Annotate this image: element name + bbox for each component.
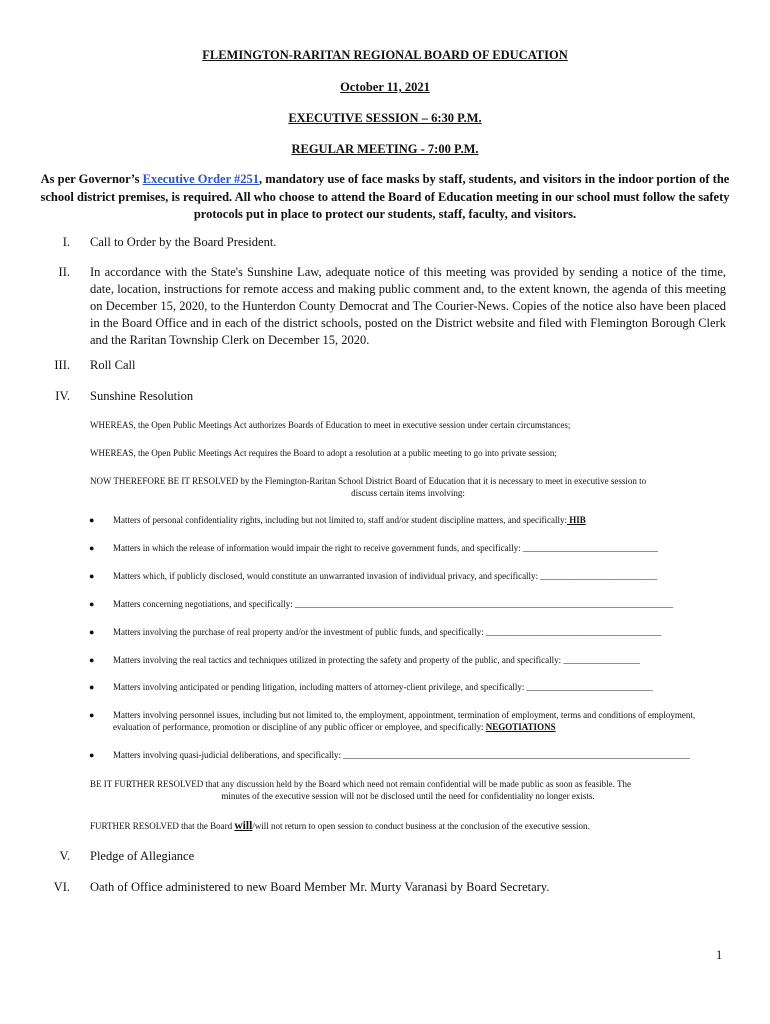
item-number: I. (62, 235, 70, 249)
item-text: Pledge of Allegiance (90, 849, 195, 863)
bullet-icon: ● (89, 599, 95, 609)
bullet-icon: ● (89, 627, 95, 637)
whereas-clause-2: WHEREAS, the Open Public Meetings Act requires the Board to adopt a resolution at a public meeting to go into private session; (90, 448, 557, 458)
regular-meeting-time: REGULAR MEETING - 7:00 P.M. (291, 142, 479, 156)
return-session-clause (90, 820, 726, 832)
resolved-clause-line-2: discuss certain items involving: (351, 488, 465, 498)
whereas-clause-1: WHEREAS, the Open Public Meetings Act authorizes Boards of Education to meet in executive session under certain circumstances; (90, 420, 571, 430)
list-item-text: Matters involving the purchase of real property and/or the investment of public funds, and specifically: _______________________________________ (113, 627, 662, 637)
item-text: Sunshine Resolution (90, 389, 194, 403)
list-item-fill: HIB (567, 515, 586, 525)
further-resolved-clause (90, 778, 726, 802)
bullet-icon: ● (89, 682, 95, 692)
resolved-clause-line-1: NOW THEREFORE BE IT RESOLVED by the Flemington-Raritan School District Board of Education that it is necessary to meet in executive session to (90, 476, 647, 486)
list-item-text: Matters concerning negotiations, and specifically: ____________________________________________________________________________________ (113, 599, 673, 609)
list-item (113, 749, 725, 761)
return-clause-rest: /will not return to open session to conduct business at the conclusion of the executive session. (252, 821, 590, 831)
bullet-icon: ● (89, 710, 95, 720)
meeting-date: October 11, 2021 (340, 80, 430, 94)
list-item-text: Matters which, if publicly disclosed, would constitute an unwarranted invasion of individual privacy, and specifically: __________________________ (113, 571, 658, 581)
item-number: IV. (55, 389, 70, 403)
mask-notice-lead: As per Governor’s (40, 172, 143, 186)
bullet-icon: ● (89, 655, 95, 665)
org-title: FLEMINGTON-RARITAN REGIONAL BOARD OF EDUCATION (202, 48, 568, 62)
executive-session-time: EXECUTIVE SESSION – 6:30 P.M. (288, 111, 482, 125)
list-item (113, 570, 725, 582)
will-option: will (234, 820, 253, 832)
executive-order-link[interactable]: Executive Order #251 (142, 172, 260, 186)
list-item (113, 514, 725, 526)
bullet-icon: ● (89, 515, 95, 525)
item-text: Call to Order by the Board President. (90, 235, 277, 249)
list-item (113, 681, 725, 693)
bullet-icon: ● (89, 543, 95, 553)
item-number: V. (59, 849, 70, 863)
return-clause-lead: FURTHER RESOLVED that the Board (90, 821, 235, 831)
bullet-icon: ● (89, 750, 95, 760)
list-item (113, 709, 725, 733)
mask-notice (40, 171, 730, 224)
mask-notice-rest: , mandatory use of face masks by staff, students, and visitors in the indoor portion of the school district premises, is required. All who choose to attend the Board of Education meeting in our school must follow the safety protocols put in place to protect our students, staff, faculty, and visitors. (40, 172, 730, 221)
list-item (113, 598, 725, 610)
item-text: Roll Call (90, 358, 136, 372)
list-item (113, 654, 725, 666)
bullet-icon: ● (89, 571, 95, 581)
list-item (113, 626, 725, 638)
list-item-text: Matters involving anticipated or pending litigation, including matters of attorney-client privilege, and specifically: ____________________________ (113, 682, 653, 692)
list-item-text: Matters involving personnel issues, including but not limited to, the employment, appointment, termination of employment, terms and conditions of employment, evaluation of performance, promotion or discipline of any public officer or employee, and specifically: (113, 710, 696, 732)
list-item-text: Matters of personal confidentiality rights, including but not limited to, staff and/or student discipline matters, and specifically: (113, 515, 567, 525)
item-number: VI. (53, 880, 70, 894)
item-number: III. (54, 358, 70, 372)
further-resolved-line-1: BE IT FURTHER RESOLVED that any discussion held by the Board which need not remain confidential will be made public as soon as feasible. The (90, 779, 631, 789)
resolved-clause (90, 475, 726, 499)
list-item (113, 542, 725, 554)
item-text: In accordance with the State's Sunshine Law, adequate notice of this meeting was provided by sending a notice of the time, date, location, instructions for remote access and making public comment and, to the extent known, the agenda of this meeting on December 15, 2020, to the Hunterdon County Democrat and The Courier-News. Copies of the notice also have been placed in the Board Office and in each of the district schools, posted on the District website and filed with Flemington Borough Clerk and the Raritan Township Clerk on December 15, 2020. (90, 265, 726, 347)
item-text: Oath of Office administered to new Board Member Mr. Murty Varanasi by Board Secretary. (90, 880, 550, 894)
further-resolved-line-2: minutes of the executive session will not be disclosed until the need for confidentiality no longer exists. (221, 791, 595, 801)
page-number: 1 (716, 948, 723, 962)
list-item-fill: NEGOTIATIONS (485, 722, 556, 732)
list-item-text: Matters involving the real tactics and techniques utilized in protecting the safety and property of the public, and specifically: _________________ (113, 655, 640, 665)
list-item-text: Matters involving quasi-judicial deliberations, and specifically: _____________________________________________________________________________ (113, 750, 690, 760)
item-number: II. (58, 265, 70, 279)
list-item-text: Matters in which the release of information would impair the right to receive government funds, and specifically: ______________________________ (113, 543, 658, 553)
